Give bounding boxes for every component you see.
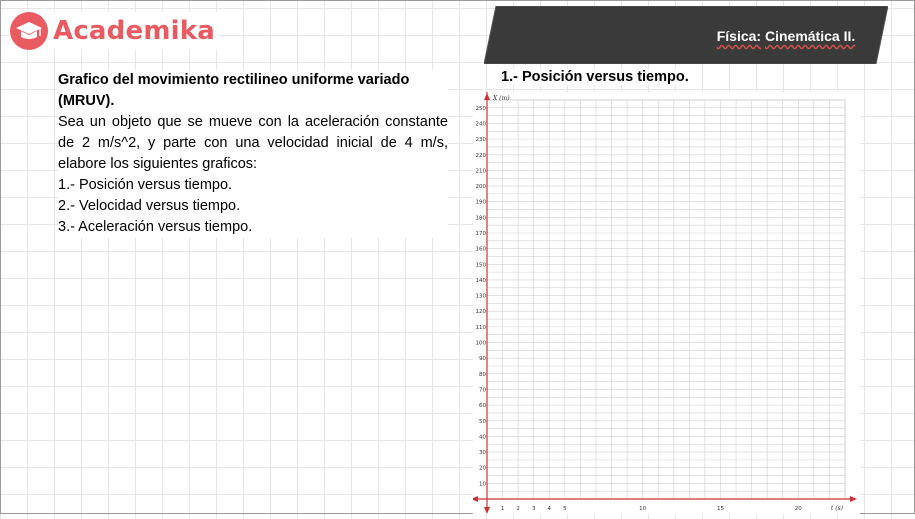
problem-text [58,70,448,238]
y-tick-label: 80 [479,371,486,378]
graduation-cap-icon [10,12,48,50]
y-tick-label: 60 [479,403,486,410]
y-tick-label: 40 [479,434,486,441]
y-tick-label: 70 [479,387,486,394]
y-axis-down-arrow-icon [484,507,490,514]
y-tick-label: 190 [475,199,486,206]
y-tick-label: 20 [479,465,486,472]
y-tick-label: 90 [479,356,486,363]
x-tick-label: 2 [516,506,520,512]
problem-heading: Grafico del movimiento rectilineo uniforme variado (MRUV). [58,72,410,109]
x-tick-label: 15 [716,506,724,512]
x-tick-label: 1 [500,506,505,512]
y-axis-arrow-icon [484,93,490,100]
x-tick-label: 10 [639,506,647,512]
title-suffix: Cinemática II. [764,28,856,44]
y-tick-label: 160 [475,246,486,253]
y-tick-label: 200 [475,184,486,191]
x-tick-label: 3 [531,506,536,512]
x-axis-label: t (s) [830,505,843,512]
y-tick-label: 50 [479,418,486,425]
y-tick-label: 140 [475,277,486,284]
x-tick-label: 4 [547,506,552,512]
y-tick-label: 130 [475,293,486,300]
y-tick-label: 110 [475,324,486,331]
y-tick-label: 230 [475,137,486,144]
list-item: 1.- Posición versus tiempo. [58,177,233,193]
x-tick-label: 5 [563,506,567,512]
y-tick-label: 30 [479,450,486,457]
brand-name: Academika [53,16,215,46]
chart-svg [473,92,860,514]
x-tick-label: 20 [794,506,802,512]
y-tick-label: 170 [475,231,486,237]
slide-title [484,6,888,64]
y-tick-label: 10 [479,481,486,488]
x-axis-left-arrow-icon [473,496,478,502]
y-tick-label: 180 [475,215,486,222]
list-item: 2.- Velocidad versus tiempo. [58,198,241,214]
y-axis-label: X (m) [493,95,510,102]
slide-title-banner [484,6,888,64]
plot-area [487,100,845,499]
y-tick-label: 240 [475,121,486,128]
y-tick-label: 150 [475,262,486,269]
problem-statement: Sea un objeto que se mueve con la aceleración constante de 2 m/s^2, y parte con una velocidad inicial de 4 m/s, elabore los siguientes graficos: [58,114,448,172]
position-time-graph [473,92,860,514]
y-tick-label: 120 [475,309,486,316]
y-tick-label: 220 [475,152,486,159]
y-tick-label: 100 [475,340,486,347]
academika-logo [10,12,219,50]
y-tick-label: 250 [475,105,486,112]
list-item: 3.- Aceleración versus tiempo. [58,219,253,235]
title-prefix: Física: [716,28,762,44]
x-axis-arrow-icon [850,496,857,502]
plot-title: 1.- Posición versus tiempo. [501,69,689,85]
y-tick-label: 210 [475,168,486,175]
